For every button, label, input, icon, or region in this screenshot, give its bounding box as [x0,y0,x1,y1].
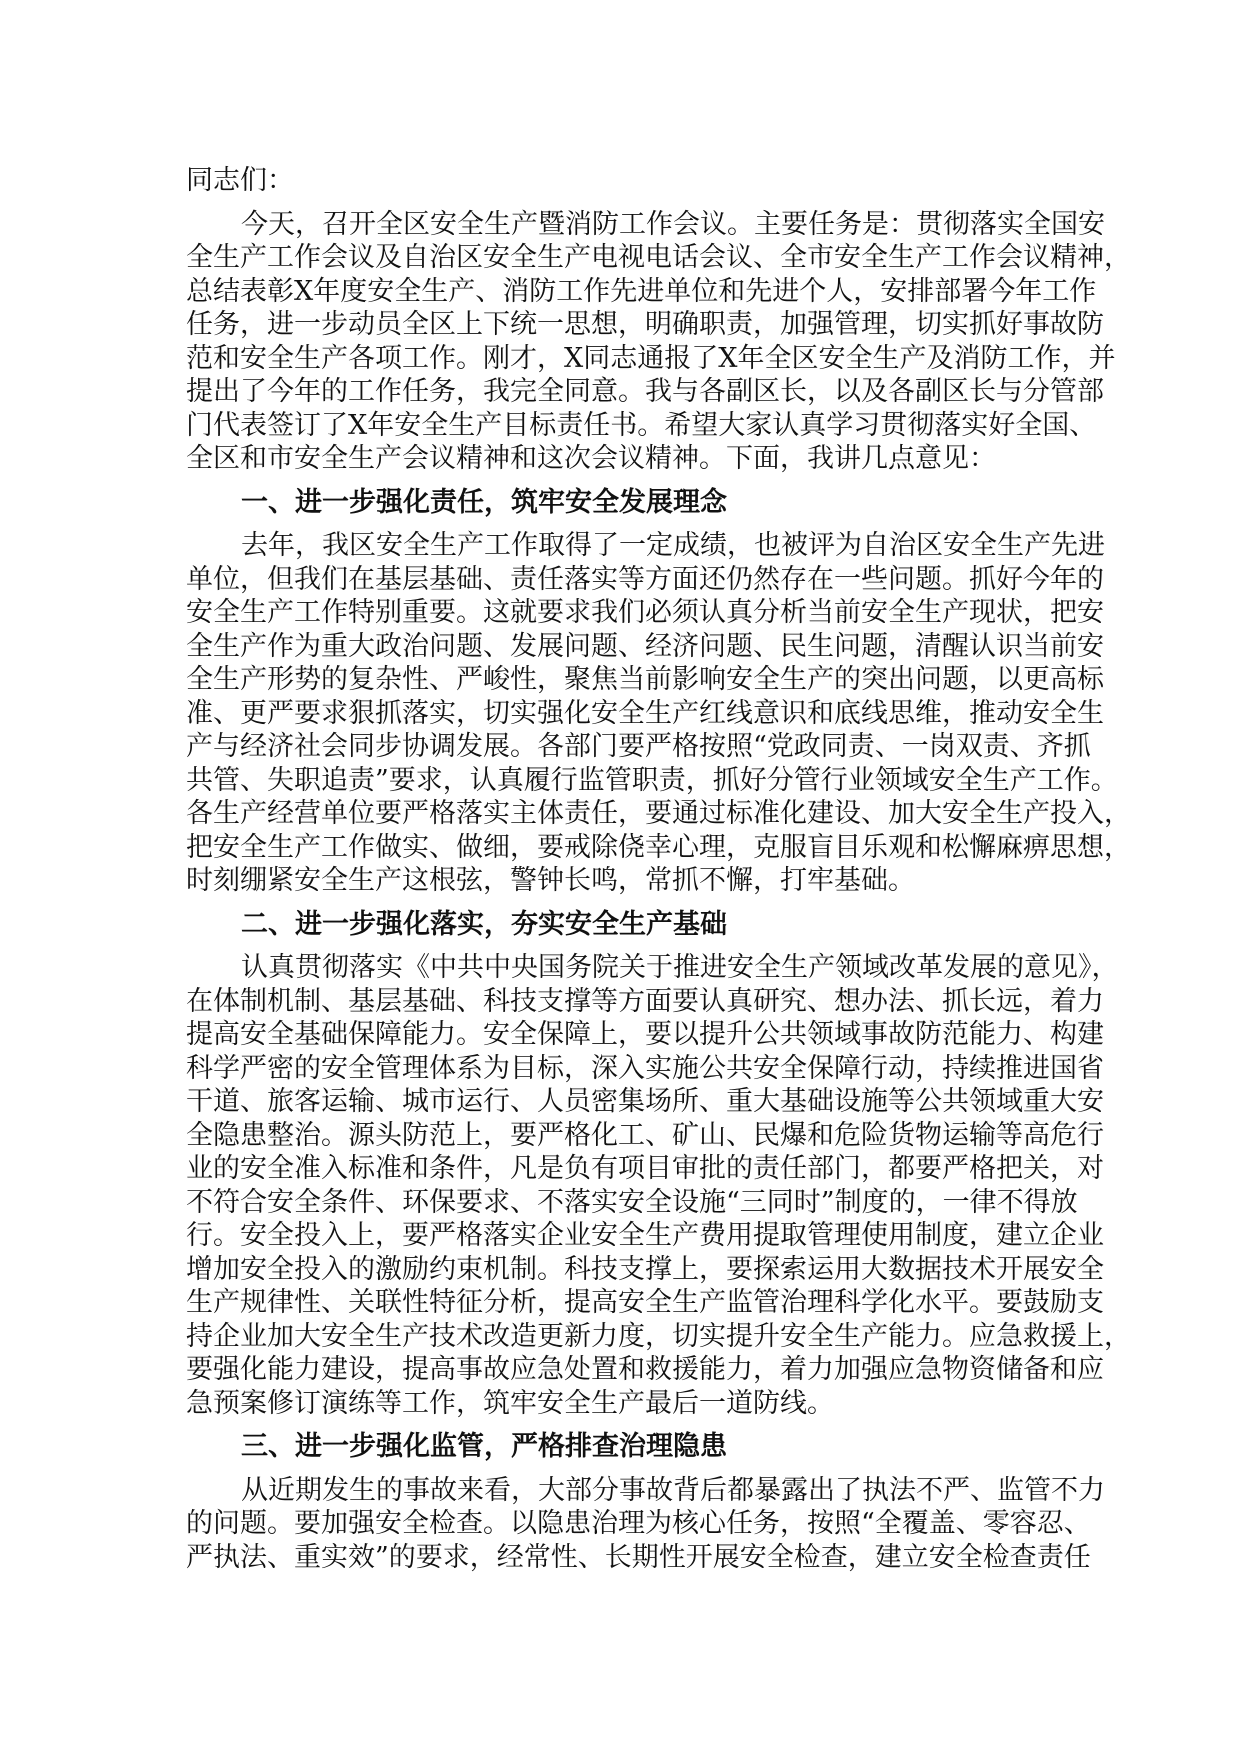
paragraph-line: 产与经济社会同步协调发展。各部门要严格按照“党政同责、一岗双责、齐抓 [186,731,1091,762]
salutation: 同志们： [186,165,294,196]
paragraph-line: 提出了今年的工作任务，我完全同意。我与各副区长，以及各副区长与分管部 [186,376,1104,407]
paragraph-line: 今天，召开全区安全生产暨消防工作会议。主要任务是：贯彻落实全国安 [241,208,1105,240]
paragraph-line: 准、更严要求狠抓落实，切实强化安全生产红线意识和底线思维，推动安全生 [186,697,1104,729]
paragraph-line: 要强化能力建设，提高事故应急处置和救援能力，着力加强应急物资储备和应 [186,1354,1104,1385]
paragraph-line: 总结表彰X年度安全生产、消防工作先进单位和先进个人，安排部署今年工作 [186,275,1097,307]
paragraph-line: 单位，但我们在基层基础、责任落实等方面还仍然存在一些问题。抓好今年的 [186,563,1104,595]
paragraph-line: 安全生产工作特别重要。这就要求我们必须认真分析当前安全生产现状，把安 [186,597,1104,628]
paragraph-line: 的问题。要加强安全检查。以隐患治理为核心任务，按照“全覆盖、零容忍、 [186,1508,1091,1539]
paragraph-line: 持企业加大安全生产技术改造更新力度，切实提升安全生产能力。应急救援上， [186,1320,1131,1352]
document-page [186,164,1131,1574]
paragraph-line: 全生产工作会议及自治区安全生产电视电话会议、全市安全生产工作会议精神， [186,242,1131,273]
section-heading: 三、进一步强化监管，严格排查治理隐患 [241,1431,727,1462]
paragraph-line: 增加安全投入的激励约束机制。科技支撑上，要探索运用大数据技术开展安全 [186,1253,1104,1285]
paragraph-line: 把安全生产工作做实、做细，要戒除侥幸心理，克服盲目乐观和松懈麻痹思想， [186,831,1131,863]
paragraph [186,1474,1105,1575]
paragraph-line: 门代表签订了X年安全生产目标责任书。希望大家认真学习贯彻落实好全国、 [186,409,1097,441]
paragraph-line: 不符合安全条件、环保要求、不落实安全设施“三同时”制度的，一律不得放 [186,1186,1078,1218]
section-heading: 二、进一步强化落实，夯实安全生产基础 [241,908,727,940]
paragraph-line: 全生产作为重大政治问题、发展问题、经济问题、民生问题，清醒认识当前安 [186,630,1104,662]
paragraph-line: 任务，进一步动员全区上下统一思想，明确职责，加强管理，切实抓好事故防 [186,309,1104,340]
paragraph-line: 各生产经营单位要严格落实主体责任，要通过标准化建设、加大安全生产投入， [186,798,1131,829]
paragraph-line: 时刻绷紧安全生产这根弦，警钟长鸣，常抓不懈，打牢基础。 [186,865,915,896]
paragraph-line: 范和安全生产各项工作。刚才，X同志通报了X年全区安全生产及消防工作，并 [186,342,1116,374]
paragraph-line: 提高安全基础保障能力。安全保障上，要以提升公共领域事故防范能力、构建 [186,1019,1104,1050]
paragraph-line: 认真贯彻落实《中共中央国务院关于推进安全生产领域改革发展的意见》， [241,952,1119,983]
document-body [186,208,1131,1575]
paragraph-line: 从近期发生的事故来看，大部分事故背后都暴露出了执法不严、监管不力 [241,1474,1105,1506]
paragraph-line: 严执法、重实效”的要求，经常性、长期性开展安全检查，建立安全检查责任 [186,1541,1091,1573]
paragraph-line: 全区和市安全生产会议精神和这次会议精神。下面，我讲几点意见： [186,443,996,474]
paragraph [186,208,1131,476]
paragraph-line: 去年，我区安全生产工作取得了一定成绩，也被评为自治区安全生产先进 [241,530,1105,561]
paragraph [186,951,1131,1420]
paragraph-line: 行。安全投入上，要严格落实企业安全生产费用提取管理使用制度，建立企业 [186,1220,1104,1251]
paragraph [186,529,1131,898]
paragraph-line: 生产规律性、关联性特征分析，提高安全生产监管治理科学化水平。要鼓励支 [186,1287,1104,1318]
paragraph-line: 共管、失职追责”要求，认真履行监管职责，抓好分管行业领域安全生产工作。 [186,764,1118,796]
paragraph-line: 全生产形势的复杂性、严峻性，聚焦当前影响安全生产的突出问题，以更高标 [186,664,1104,695]
paragraph-line: 科学严密的安全管理体系为目标，深入实施公共安全保障行动，持续推进国省 [186,1052,1104,1084]
paragraph-line: 全隐患整治。源头防范上，要严格化工、矿山、民爆和危险货物运输等高危行 [186,1119,1104,1151]
paragraph-line: 干道、旅客运输、城市运行、人员密集场所、重大基础设施等公共领域重大安 [186,1086,1104,1117]
section-heading: 一、进一步强化责任，筑牢安全发展理念 [241,486,727,518]
paragraph-line: 业的安全准入标准和条件，凡是负有项目审批的责任部门，都要严格把关，对 [186,1153,1104,1184]
paragraph-line: 在体制机制、基层基础、科技支撑等方面要认真研究、想办法、抓长远，着力 [186,985,1104,1017]
paragraph-line: 急预案修订演练等工作，筑牢安全生产最后一道防线。 [186,1387,834,1419]
